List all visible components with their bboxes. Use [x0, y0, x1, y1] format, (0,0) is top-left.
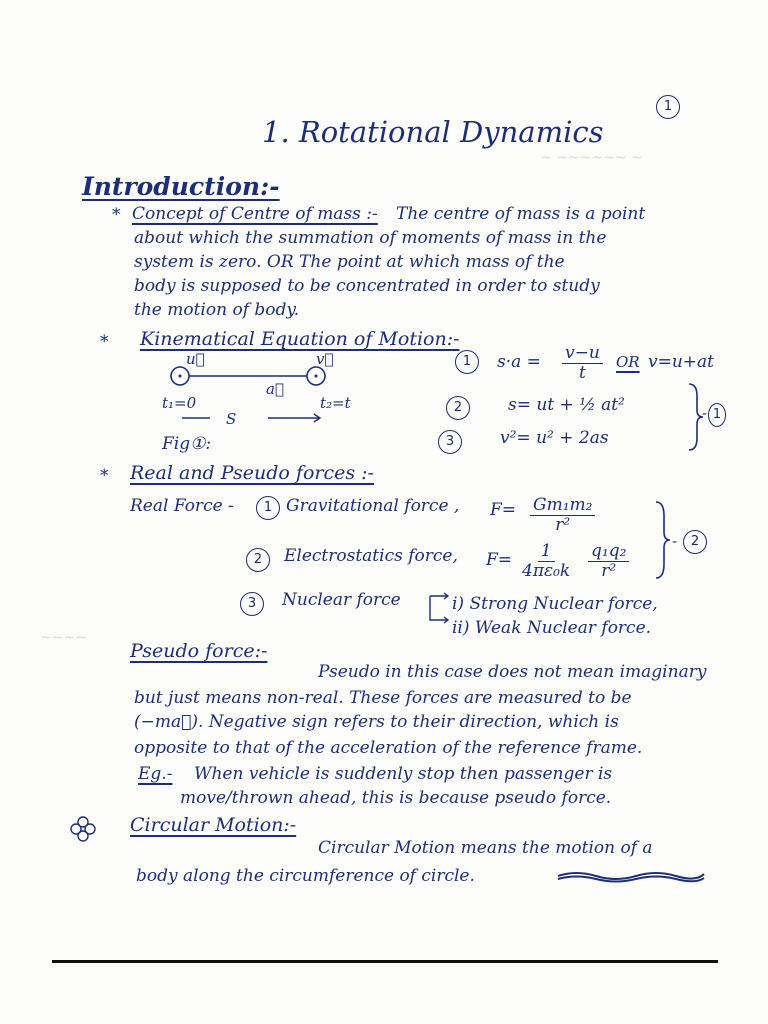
time-start-label: t₁=0 — [162, 394, 197, 412]
bullet-star: * — [112, 205, 121, 225]
weak-nuclear-force: ii) Weak Nuclear force. — [452, 618, 652, 638]
electrostatic-force: Electrostatics force, — [284, 546, 458, 566]
final-velocity-label: v⃗ — [316, 350, 334, 368]
equation-group-ref: 1 — [708, 403, 726, 427]
circular-text-line: body along the circumference of circle. — [136, 866, 475, 886]
com-text-line: system is zero. OR The point at which mass of the — [134, 252, 565, 272]
pseudo-text-line: but just means non-real. These forces are measured to be — [134, 688, 632, 708]
circular-text-line: Circular Motion means the motion of a — [318, 838, 653, 858]
pseudo-heading: Pseudo force:- — [130, 640, 268, 662]
nuclear-branch-arrows — [426, 592, 452, 626]
electrostatic-fraction-1 — [522, 542, 570, 580]
fraction-numerator: Gm₁m₂ — [530, 496, 595, 516]
gravitational-fraction — [530, 496, 595, 534]
fraction-denominator: r² — [555, 514, 571, 535]
fraction-numerator: 1 — [538, 542, 555, 562]
equation-number: 1 — [455, 350, 479, 374]
com-text-line: the motion of body. — [134, 300, 300, 320]
pseudo-text-line: move/thrown ahead, this is because pseudo force. — [180, 788, 612, 808]
forces-heading: Real and Pseudo forces :- — [130, 462, 374, 484]
pseudo-text-line: When vehicle is suddenly stop then passenger is — [194, 764, 613, 784]
com-text-line: body is supposed to be concentrated in order to study — [134, 276, 600, 296]
fraction-numerator: v−u — [562, 344, 603, 364]
force-number: 1 — [256, 496, 280, 520]
flower-bullet-icon — [70, 816, 96, 842]
bleed-through-text: ~~~~ — [40, 630, 87, 646]
com-text-line: about which the summation of moments of mass in the — [134, 228, 607, 248]
fraction-denominator: t — [578, 362, 586, 383]
real-force-label: Real Force - — [130, 496, 234, 516]
gravitational-eq-sign: F= — [490, 500, 517, 520]
equation-1-rhs: v=u+at — [648, 352, 715, 372]
nuclear-force: Nuclear force — [282, 590, 401, 610]
page-title: 1. Rotational Dynamics — [262, 115, 604, 149]
electrostatic-eq-sign: F= — [486, 550, 513, 570]
gravitational-force: Gravitational force , — [286, 496, 460, 516]
brace-dash: - — [702, 404, 708, 422]
time-end-label: t₂=t — [320, 394, 351, 412]
com-label: Concept of Centre of mass :- — [132, 204, 378, 224]
pseudo-text-line: opposite to that of the acceleration of the reference frame. — [134, 738, 643, 758]
figure-caption: Fig①: — [162, 434, 212, 454]
force-number: 3 — [240, 592, 264, 616]
pseudo-text-line: (−ma⃗). Negative sign refers to their direction, which is — [134, 712, 619, 732]
equation-1-fraction — [562, 344, 603, 382]
example-label: Eg.- — [138, 764, 173, 784]
strong-nuclear-force: i) Strong Nuclear force, — [452, 594, 658, 614]
page-number: 1 — [656, 95, 680, 119]
intro-heading: Introduction:- — [82, 172, 280, 201]
kinematics-heading: Kinematical Equation of Motion:- — [140, 328, 460, 350]
acceleration-label: a⃗ — [266, 380, 284, 398]
scribble-strikeout — [556, 866, 706, 886]
fraction-denominator: r² — [601, 560, 617, 581]
circular-heading: Circular Motion:- — [130, 814, 297, 836]
equation-number: 2 — [446, 396, 470, 420]
equation-3: v²= u² + 2as — [500, 428, 609, 448]
bullet-star: * — [100, 466, 109, 486]
equation-1-lhs: s·a = — [497, 352, 541, 372]
forces-brace — [652, 500, 672, 580]
com-text-line: The centre of mass is a point — [396, 204, 646, 224]
force-number: 2 — [246, 548, 270, 572]
or-label: OR — [616, 353, 640, 371]
equation-group-ref: 2 — [683, 530, 707, 554]
bullet-star: * — [100, 332, 109, 352]
initial-velocity-label: u⃗ — [186, 350, 205, 368]
equation-2: s= ut + ½ at² — [508, 395, 625, 415]
brace-dash: - — [672, 532, 678, 550]
fraction-denominator: 4πε₀k — [522, 560, 571, 581]
bottom-divider — [52, 960, 718, 963]
fraction-numerator: q₁q₂ — [588, 542, 629, 562]
pseudo-text-line: Pseudo in this case does not mean imaginary — [318, 662, 707, 682]
displacement-label: S — [226, 410, 237, 428]
bleed-through-text: ~ ~~~~~~ ~ — [540, 150, 643, 166]
electrostatic-fraction-2 — [588, 542, 629, 580]
equation-number: 3 — [438, 430, 462, 454]
